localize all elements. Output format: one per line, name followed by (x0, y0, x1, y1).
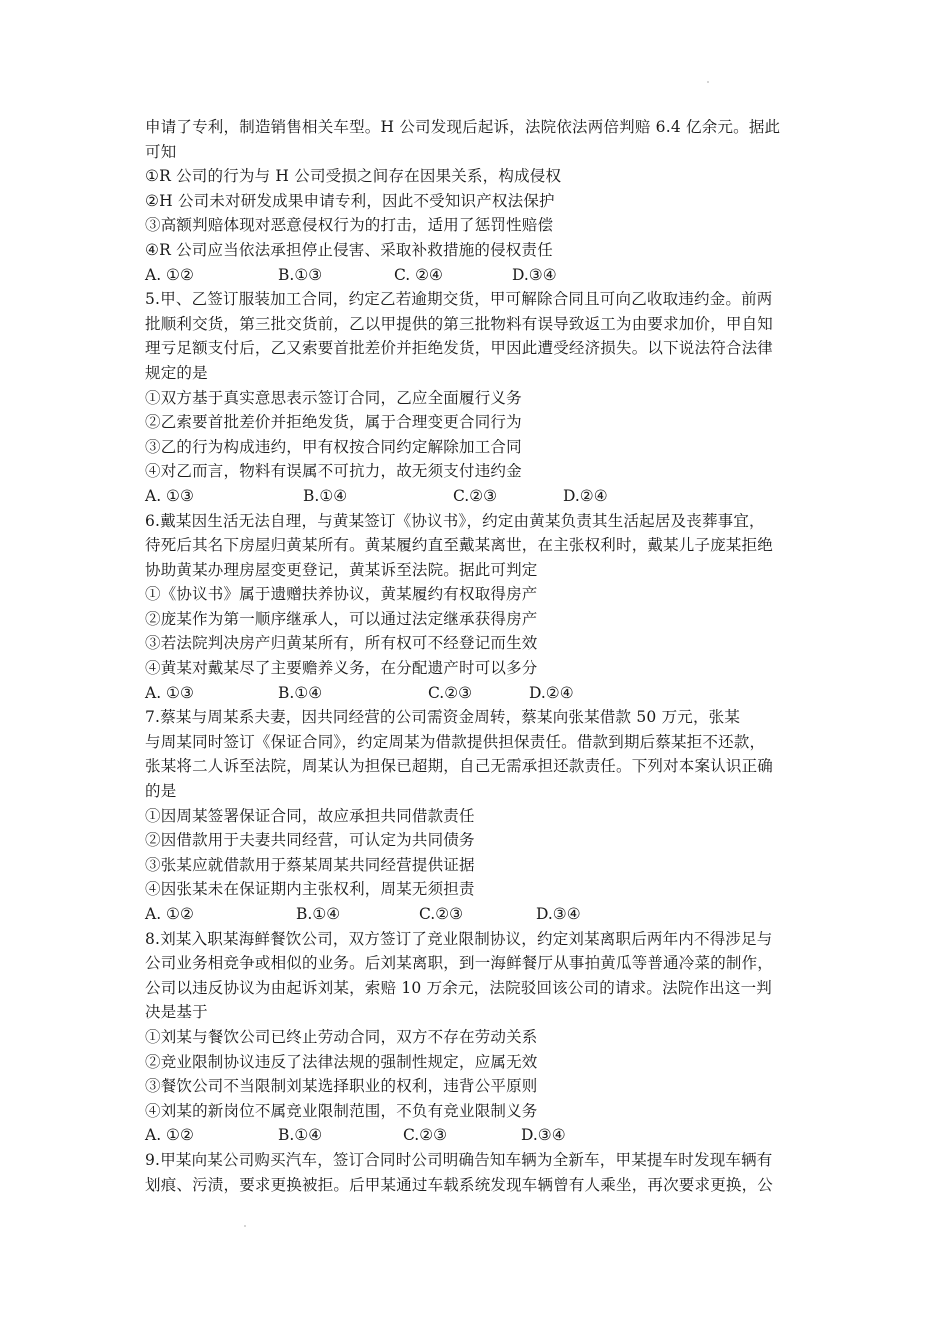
option-a: A. ①③ (145, 683, 194, 702)
question-stem-line: 公司以违反协议为由起诉刘某，索赔 10 万余元，法院驳回该公司的请求。法院作出这一判 (145, 978, 772, 997)
question-5 (145, 287, 825, 508)
question-stem-line: 可知 (145, 142, 177, 161)
statement-item: ④黄某对戴某尽了主要赡养义务，在分配遗产时可以多分 (145, 659, 538, 678)
question-stem-line: 7.蔡某与周某系夫妻，因共同经营的公司需资金周转，蔡某向张某借款 50 万元，张某 (145, 708, 741, 727)
option-c: C.②③ (453, 486, 498, 505)
question-7 (145, 705, 825, 926)
question-stem-line: 待死后其名下房屋归黄某所有。黄某履约直至戴某离世，在主张权利时，戴某儿子庞某拒绝 (145, 536, 774, 555)
answer-options (145, 681, 825, 706)
answer-options (145, 902, 825, 927)
question-stem-line: 张某将二人诉至法院，周某认为担保已超期，自己无需承担还款责任。下列对本案认识正确 (145, 757, 774, 776)
statement-item: ④R 公司应当依法承担停止侵害、采取补救措施的侵权责任 (145, 240, 553, 259)
question-stem-line: 8.刘某入职某海鲜餐饮公司，双方签订了竞业限制协议，约定刘某离职后两年内不得涉足与 (145, 929, 773, 948)
option-a: A. ①② (145, 1126, 194, 1145)
option-a: A. ①② (145, 265, 194, 284)
statement-item: ①R 公司的行为与 H 公司受损之间存在因果关系，构成侵权 (145, 167, 562, 186)
question-stem-line: 申请了专利，制造销售相关车型。H 公司发现后起诉，法院依法两倍判赔 6.4 亿余元。据此 (145, 118, 781, 136)
question-6 (145, 509, 825, 706)
answer-options (145, 1123, 825, 1148)
statement-item: ④因张某未在保证期内主张权利，周某无须担责 (145, 880, 475, 899)
option-b: B.①④ (278, 1126, 323, 1145)
scan-speck (244, 1225, 246, 1227)
statement-item: ②乙索要首批差价并拒绝发货，属于合理变更合同行为 (145, 413, 522, 432)
statement-item: ①《协议书》属于遗赠扶养协议，黄某履约有权取得房产 (145, 585, 538, 604)
option-c: C.②③ (419, 905, 464, 923)
option-b: B.①④ (303, 486, 348, 505)
answer-options (145, 484, 825, 509)
statement-item: ②因借款用于夫妻共同经营，可认定为共同债务 (145, 831, 475, 850)
question-stem-line: 9.甲某向某公司购买汽车，签订合同时公司明确告知车辆为全新车，甲某提车时发现车辆有 (145, 1150, 773, 1169)
option-d: D.③④ (536, 905, 581, 923)
scan-speck (707, 81, 709, 83)
option-c: C.②③ (403, 1126, 448, 1145)
option-d: D.②④ (563, 486, 608, 505)
question-stem-line: 理亏足额支付后，乙又索要首批差价并拒绝发货，甲因此遭受经济损失。以下说法符合法律 (145, 339, 774, 358)
statement-item: ③张某应就借款用于蔡某周某共同经营提供证据 (145, 855, 475, 874)
statement-item: ③餐饮公司不当限制刘某选择职业的权利，违背公平原则 (145, 1077, 538, 1096)
statement-item: ②庞某作为第一顺序继承人，可以通过法定继承获得房产 (145, 609, 538, 628)
statement-item: ②竞业限制协议违反了法律法规的强制性规定，应属无效 (145, 1052, 538, 1071)
question-stem-line: 批顺利交货，第三批交货前，乙以甲提供的第三批物料有误导致返工为由要求加价，甲自知 (145, 314, 774, 333)
question-stem-line: 与周某同时签订《保证合同》，约定周某为借款提供担保责任。借款到期后蔡某拒不还款， (145, 732, 766, 751)
statement-item: ④对乙而言，物料有误属不可抗力，故无须支付违约金 (145, 462, 522, 481)
question-stem-line: 协助黄某办理房屋变更登记，黄某诉至法院。据此可判定 (145, 560, 538, 579)
option-c: C. ②④ (394, 265, 443, 284)
question-4-tail (145, 115, 825, 287)
statement-item: ③高额判赔体现对恶意侵权行为的打击，适用了惩罚性赔偿 (145, 216, 554, 235)
option-a: A. ①③ (145, 486, 194, 505)
statement-item: ③乙的行为构成违约，甲有权按合同约定解除加工合同 (145, 437, 522, 456)
statement-item: ①刘某与餐饮公司已终止劳动合同，双方不存在劳动关系 (145, 1027, 538, 1046)
option-d: D.②④ (529, 683, 574, 702)
option-d: D.③④ (512, 265, 557, 284)
option-b: B.①④ (278, 683, 323, 702)
statement-item: ④刘某的新岗位不属竞业限制范围，不负有竞业限制义务 (145, 1101, 538, 1120)
answer-options (145, 263, 825, 288)
statement-item: ①因周某签署保证合同，故应承担共同借款责任 (145, 806, 475, 825)
question-stem-line: 决是基于 (145, 1003, 208, 1022)
option-d: D.③④ (521, 1126, 566, 1145)
statement-item: ①双方基于真实意思表示签订合同，乙应全面履行义务 (145, 388, 522, 407)
option-b: B.①③ (278, 265, 323, 284)
question-8 (145, 927, 825, 1148)
option-c: C.②③ (428, 683, 473, 702)
statement-item: ③若法院判决房产归黄某所有，所有权可不经登记而生效 (145, 634, 538, 653)
question-stem-line: 规定的是 (145, 363, 208, 382)
option-b: B.①④ (296, 905, 341, 923)
question-9 (145, 1148, 825, 1197)
question-stem-line: 划痕、污渍，要求更换被拒。后甲某通过车载系统发现车辆曾有人乘坐，再次要求更换，公 (145, 1175, 774, 1194)
question-stem-line: 公司业务相竞争或相似的业务。后刘某离职，到一海鲜餐厅从事拍黄瓜等普通冷菜的制作， (145, 954, 774, 973)
statement-item: ②H 公司未对研发成果申请专利，因此不受知识产权法保护 (145, 191, 555, 210)
exam-page (145, 115, 825, 1197)
question-stem-line: 6.戴某因生活无法自理，与黄某签订《协议书》，约定由黄某负责其生活起居及丧葬事宜， (145, 511, 765, 530)
question-stem-line: 5.甲、乙签订服装加工合同，约定乙若逾期交货，甲可解除合同且可向乙收取违约金。前两 (145, 290, 773, 309)
option-a: A. ①② (145, 905, 194, 923)
question-stem-line: 的是 (145, 782, 177, 801)
